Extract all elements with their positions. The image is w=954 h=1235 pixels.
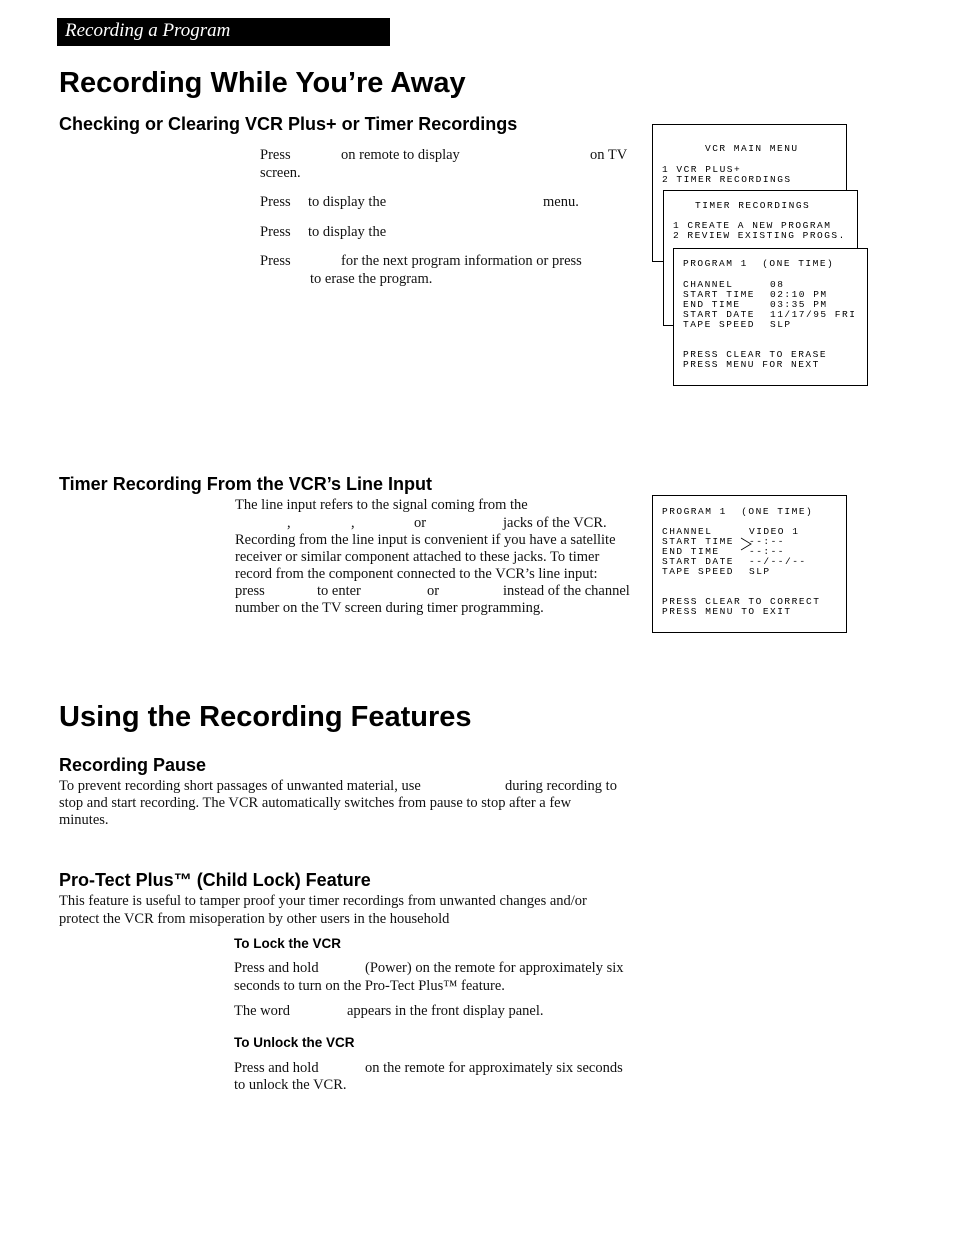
field-value: 02:10 PM	[770, 289, 828, 300]
page-title: Recording While You’re Away	[59, 67, 466, 99]
paragraph-line: appears in the front display panel.	[347, 1003, 544, 1019]
step2-text: menu.	[543, 194, 579, 210]
field-label: TAPE SPEED	[683, 319, 756, 330]
step1-text: on remote to display	[341, 147, 460, 163]
subheading-checking-clearing: Checking or Clearing VCR Plus+ or Timer Recordings	[59, 114, 518, 134]
step1-text: on TV	[590, 147, 628, 163]
screen-title: VCR MAIN MENU	[705, 143, 799, 154]
screen-footer: PRESS MENU FOR NEXT	[683, 359, 820, 370]
field-label: END TIME	[662, 546, 720, 557]
paragraph-line: jacks of the VCR.	[503, 515, 607, 531]
field-label: START TIME	[683, 289, 756, 300]
field-value: SLP	[770, 319, 792, 330]
field-label: START DATE	[683, 309, 756, 320]
subheading-lock-vcr: To Lock the VCR	[234, 936, 342, 951]
screen-title: PROGRAM 1 (ONE TIME)	[662, 506, 814, 517]
step2-text: to display the	[308, 194, 387, 210]
screen-title: TIMER RECORDINGS	[695, 200, 811, 211]
paragraph-line: during recording to	[505, 778, 617, 794]
paragraph-line: on the remote for approximately six seconds	[365, 1060, 623, 1076]
paragraph-line: receiver or similar component attached to these jacks. To timer	[235, 549, 600, 565]
field-value: --:--	[749, 546, 786, 557]
step4-text: for the next program information or press	[341, 253, 582, 269]
paragraph-line: or	[427, 583, 440, 599]
paragraph-line: The word	[234, 1003, 290, 1019]
field-label: START TIME	[662, 536, 735, 547]
paragraph-line: to enter	[317, 583, 361, 599]
paragraph-line: Press and hold	[234, 1060, 319, 1076]
screen-footer: PRESS MENU TO EXIT	[662, 606, 792, 617]
field-label: TAPE SPEED	[662, 566, 735, 577]
menu-item: 1 VCR PLUS+	[662, 164, 742, 175]
step1-text: screen.	[260, 165, 301, 181]
menu-item: 1 CREATE A NEW PROGRAM	[673, 220, 832, 231]
subheading-pro-tect-plus: Pro-Tect Plus™ (Child Lock) Feature	[59, 870, 371, 890]
paragraph-line: number on the TV screen during timer programming.	[235, 600, 544, 616]
field-value: VIDEO 1	[749, 526, 800, 537]
paragraph-line: ,	[351, 515, 355, 531]
menu-item: 2 TIMER RECORDINGS	[662, 174, 792, 185]
step2-text: Press	[260, 194, 291, 210]
field-label: START DATE	[662, 556, 735, 567]
section-header-label: Recording a Program	[65, 20, 231, 41]
screen-title: PROGRAM 1 (ONE TIME)	[683, 258, 835, 269]
paragraph-line: seconds to turn on the Pro-Tect Plus™ feature.	[234, 978, 505, 994]
paragraph-line: protect the VCR from misoperation by other users in the household	[59, 911, 450, 927]
field-value: --/--/--	[749, 556, 807, 567]
paragraph-line: Recording from the line input is convenient if you have a satellite	[235, 532, 616, 548]
screen-footer: PRESS CLEAR TO ERASE	[683, 349, 828, 360]
paragraph-line: ,	[287, 515, 291, 531]
field-label: END TIME	[683, 299, 741, 310]
paragraph-line: Press and hold	[234, 960, 319, 976]
menu-item: 2 REVIEW EXISTING PROGS.	[673, 230, 846, 241]
paragraph-line: instead of the channel	[503, 583, 630, 599]
paragraph-line: record from the component connected to the VCR’s line input:	[235, 566, 598, 582]
section-title-recording-features: Using the Recording Features	[59, 701, 472, 733]
field-value: 11/17/95 FRI	[770, 309, 857, 320]
subheading-line-input: Timer Recording From the VCR’s Line Input	[59, 474, 433, 494]
field-label: CHANNEL	[683, 279, 734, 290]
step4-text: Press	[260, 253, 291, 269]
paragraph-line: or	[414, 515, 427, 531]
paragraph-line: This feature is useful to tamper proof your timer recordings from unwanted changes and/or	[59, 893, 587, 909]
step3-text: to display the	[308, 224, 387, 240]
subheading-recording-pause: Recording Pause	[59, 755, 207, 775]
screen-footer: PRESS CLEAR TO CORRECT	[662, 596, 821, 607]
field-label: CHANNEL	[662, 526, 713, 537]
section-header-bar	[57, 18, 390, 46]
field-value: SLP	[749, 566, 771, 577]
step3-text: Press	[260, 224, 291, 240]
paragraph-line: (Power) on the remote for approximately six	[365, 960, 624, 976]
paragraph-line: To prevent recording short passages of unwanted material, use	[59, 778, 421, 794]
paragraph-line: The line input refers to the signal coming from the	[235, 497, 528, 513]
paragraph-line: minutes.	[59, 812, 109, 828]
paragraph-line: press	[235, 583, 265, 599]
screen-program-1	[673, 248, 868, 386]
subheading-unlock-vcr: To Unlock the VCR	[234, 1035, 355, 1050]
step4-text: to erase the program.	[310, 271, 433, 287]
paragraph-line: to unlock the VCR.	[234, 1077, 347, 1093]
cursor-arrow-icon	[739, 534, 753, 556]
field-value: 03:35 PM	[770, 299, 828, 310]
field-value: 08	[770, 279, 785, 290]
step1-text: Press	[260, 147, 291, 163]
field-value: --:--	[749, 536, 786, 547]
paragraph-line: stop and start recording. The VCR automatically switches from pause to stop after a few	[59, 795, 572, 811]
screen-program-1-line-input	[652, 495, 847, 633]
